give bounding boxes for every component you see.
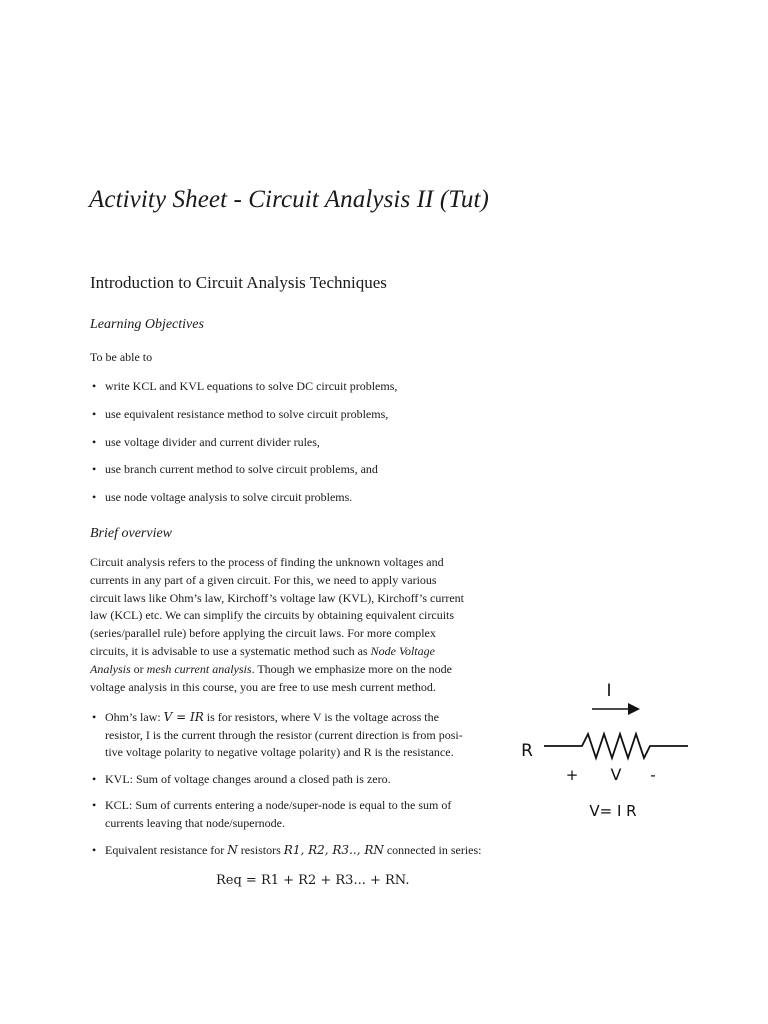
item-text: is for resistors, where V is the voltage across the <box>203 710 439 724</box>
paragraph-line: law (KCL) etc. We can simplify the circuits by obtaining equivalent circuits <box>90 608 455 623</box>
plus-sign: + <box>565 766 579 784</box>
objective-item: • use voltage divider and current divider rules, <box>90 435 475 451</box>
item-line: • KCL: Sum of currents entering a node/super-node is equal to the sum of <box>105 798 452 813</box>
objective-item: • write KCL and KVL equations to solve DC circuit problems, <box>90 379 475 395</box>
arrow-head-icon <box>628 703 640 715</box>
paragraph-line <box>90 643 470 661</box>
equivalent-resistance-item <box>90 842 482 860</box>
ohms-law-equation: V = IR <box>163 710 204 724</box>
objectives-list <box>90 379 475 518</box>
item-text: resistors <box>237 842 284 857</box>
voltage-label: V <box>610 765 622 784</box>
item-line: tive voltage polarity to negative voltage polarity) and R is the resistance. <box>105 745 454 760</box>
paragraph-line: circuit laws like Ohm’s law, Kirchoff’s voltage law (KVL), Kirchoff’s current <box>90 590 464 605</box>
ohms-law-formula: V= I R <box>589 802 637 820</box>
minus-sign: - <box>650 766 656 784</box>
objective-item: • use branch current method to solve circuit problems, and <box>90 462 475 478</box>
analysis-term: Analysis <box>90 661 131 676</box>
paragraph-text: or <box>130 661 147 676</box>
paragraph-line <box>90 661 470 679</box>
item-text: Equivalent resistance for <box>105 842 228 857</box>
objective-item: • use equivalent resistance method to solve circuit problems, <box>90 407 475 423</box>
brief-overview-heading: Brief overview <box>90 526 173 541</box>
resistor-figure <box>512 672 702 832</box>
objectives-intro: To be able to <box>90 350 153 364</box>
paragraph-text: circuits, it is advisable to use a systematic method such as <box>90 643 371 658</box>
item-text: Ohm’s law: <box>105 710 164 724</box>
overview-paragraph <box>90 554 470 696</box>
paragraph-line: Circuit analysis refers to the process of finding the unknown voltages and <box>90 555 444 569</box>
learning-objectives-heading: Learning Objectives <box>90 317 204 332</box>
item-text: connected in series: <box>383 842 482 857</box>
series-resistance-equation: Req = R1 + R2 + R3... + RN. <box>216 873 410 888</box>
kcl-item <box>90 797 475 832</box>
ohms-law-item <box>90 709 475 762</box>
resistor-list: R1, R2, R3.., RN <box>283 842 384 857</box>
resistor-label: R <box>521 741 533 761</box>
item-line: resistor, I is the current through the resistor (current direction is from posi- <box>105 727 463 742</box>
item-line <box>105 842 482 860</box>
paragraph-line: (series/parallel rule) before applying the circuit laws. For more complex <box>90 626 436 641</box>
document-title: Activity Sheet - Circuit Analysis II (Tut) <box>89 186 489 213</box>
objective-item: • use node voltage analysis to solve circuit problems. <box>90 490 475 506</box>
kvl-item <box>90 771 475 789</box>
section-title: Introduction to Circuit Analysis Techniques <box>90 273 387 292</box>
current-label: I <box>606 681 612 701</box>
paragraph-line: currents in any part of a given circuit. For this, we need to apply various <box>90 572 437 587</box>
resistor-zigzag <box>544 734 688 758</box>
item-line: • KVL: Sum of voltage changes around a closed path is zero. <box>105 771 391 786</box>
overview-list <box>90 709 482 868</box>
n-symbol: N <box>227 842 238 857</box>
paragraph-text: . Though we emphasize more on the node <box>251 661 452 676</box>
item-line <box>105 709 475 727</box>
paragraph-line: voltage analysis in this course, you are free to use mesh current method. <box>90 679 436 694</box>
node-voltage-term: Node Voltage <box>370 643 435 658</box>
resistor-diagram <box>512 672 702 832</box>
mesh-current-term: mesh current analysis <box>146 661 252 676</box>
item-line: currents leaving that node/supernode. <box>105 815 285 830</box>
